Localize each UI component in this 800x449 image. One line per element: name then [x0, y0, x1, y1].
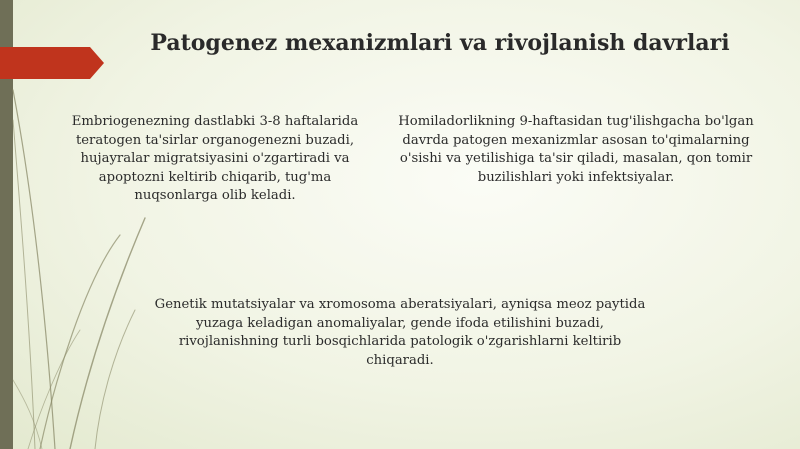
- paragraph-left: Embriogenezning dastlabki 3-8 haftalarida teratogen ta'sirlar organogenezni buzadi, hujayralar migratsiyasini o'zgartiradi va apoptozni keltirib chiqarib, tug'ma nuqsonlarga olib keladi.: [71, 114, 359, 203]
- slide-title: Patogenez mexanizmlari va rivojlanish davrlari: [150, 30, 730, 56]
- paragraph-bottom: Genetik mutatsiyalar va xromosoma aberatsiyalari, ayniqsa meoz paytida yuzaga keladigan anomaliyalar, gende ifoda etilishini buzadi, rivojlanishning turli bosqichlarida patologik o'zgarishlarni keltirib chiqaradi.: [154, 297, 646, 368]
- paragraph-right: Homiladorlikning 9-haftasidan tug'ilishgacha bo'lgan davrda patogen mexanizmlar asosan to'qimalarning o'sishi va yetilishiga ta'sir qiladi, masalan, qon tomir buzilishlari yoki infektsiyalar.: [398, 114, 754, 185]
